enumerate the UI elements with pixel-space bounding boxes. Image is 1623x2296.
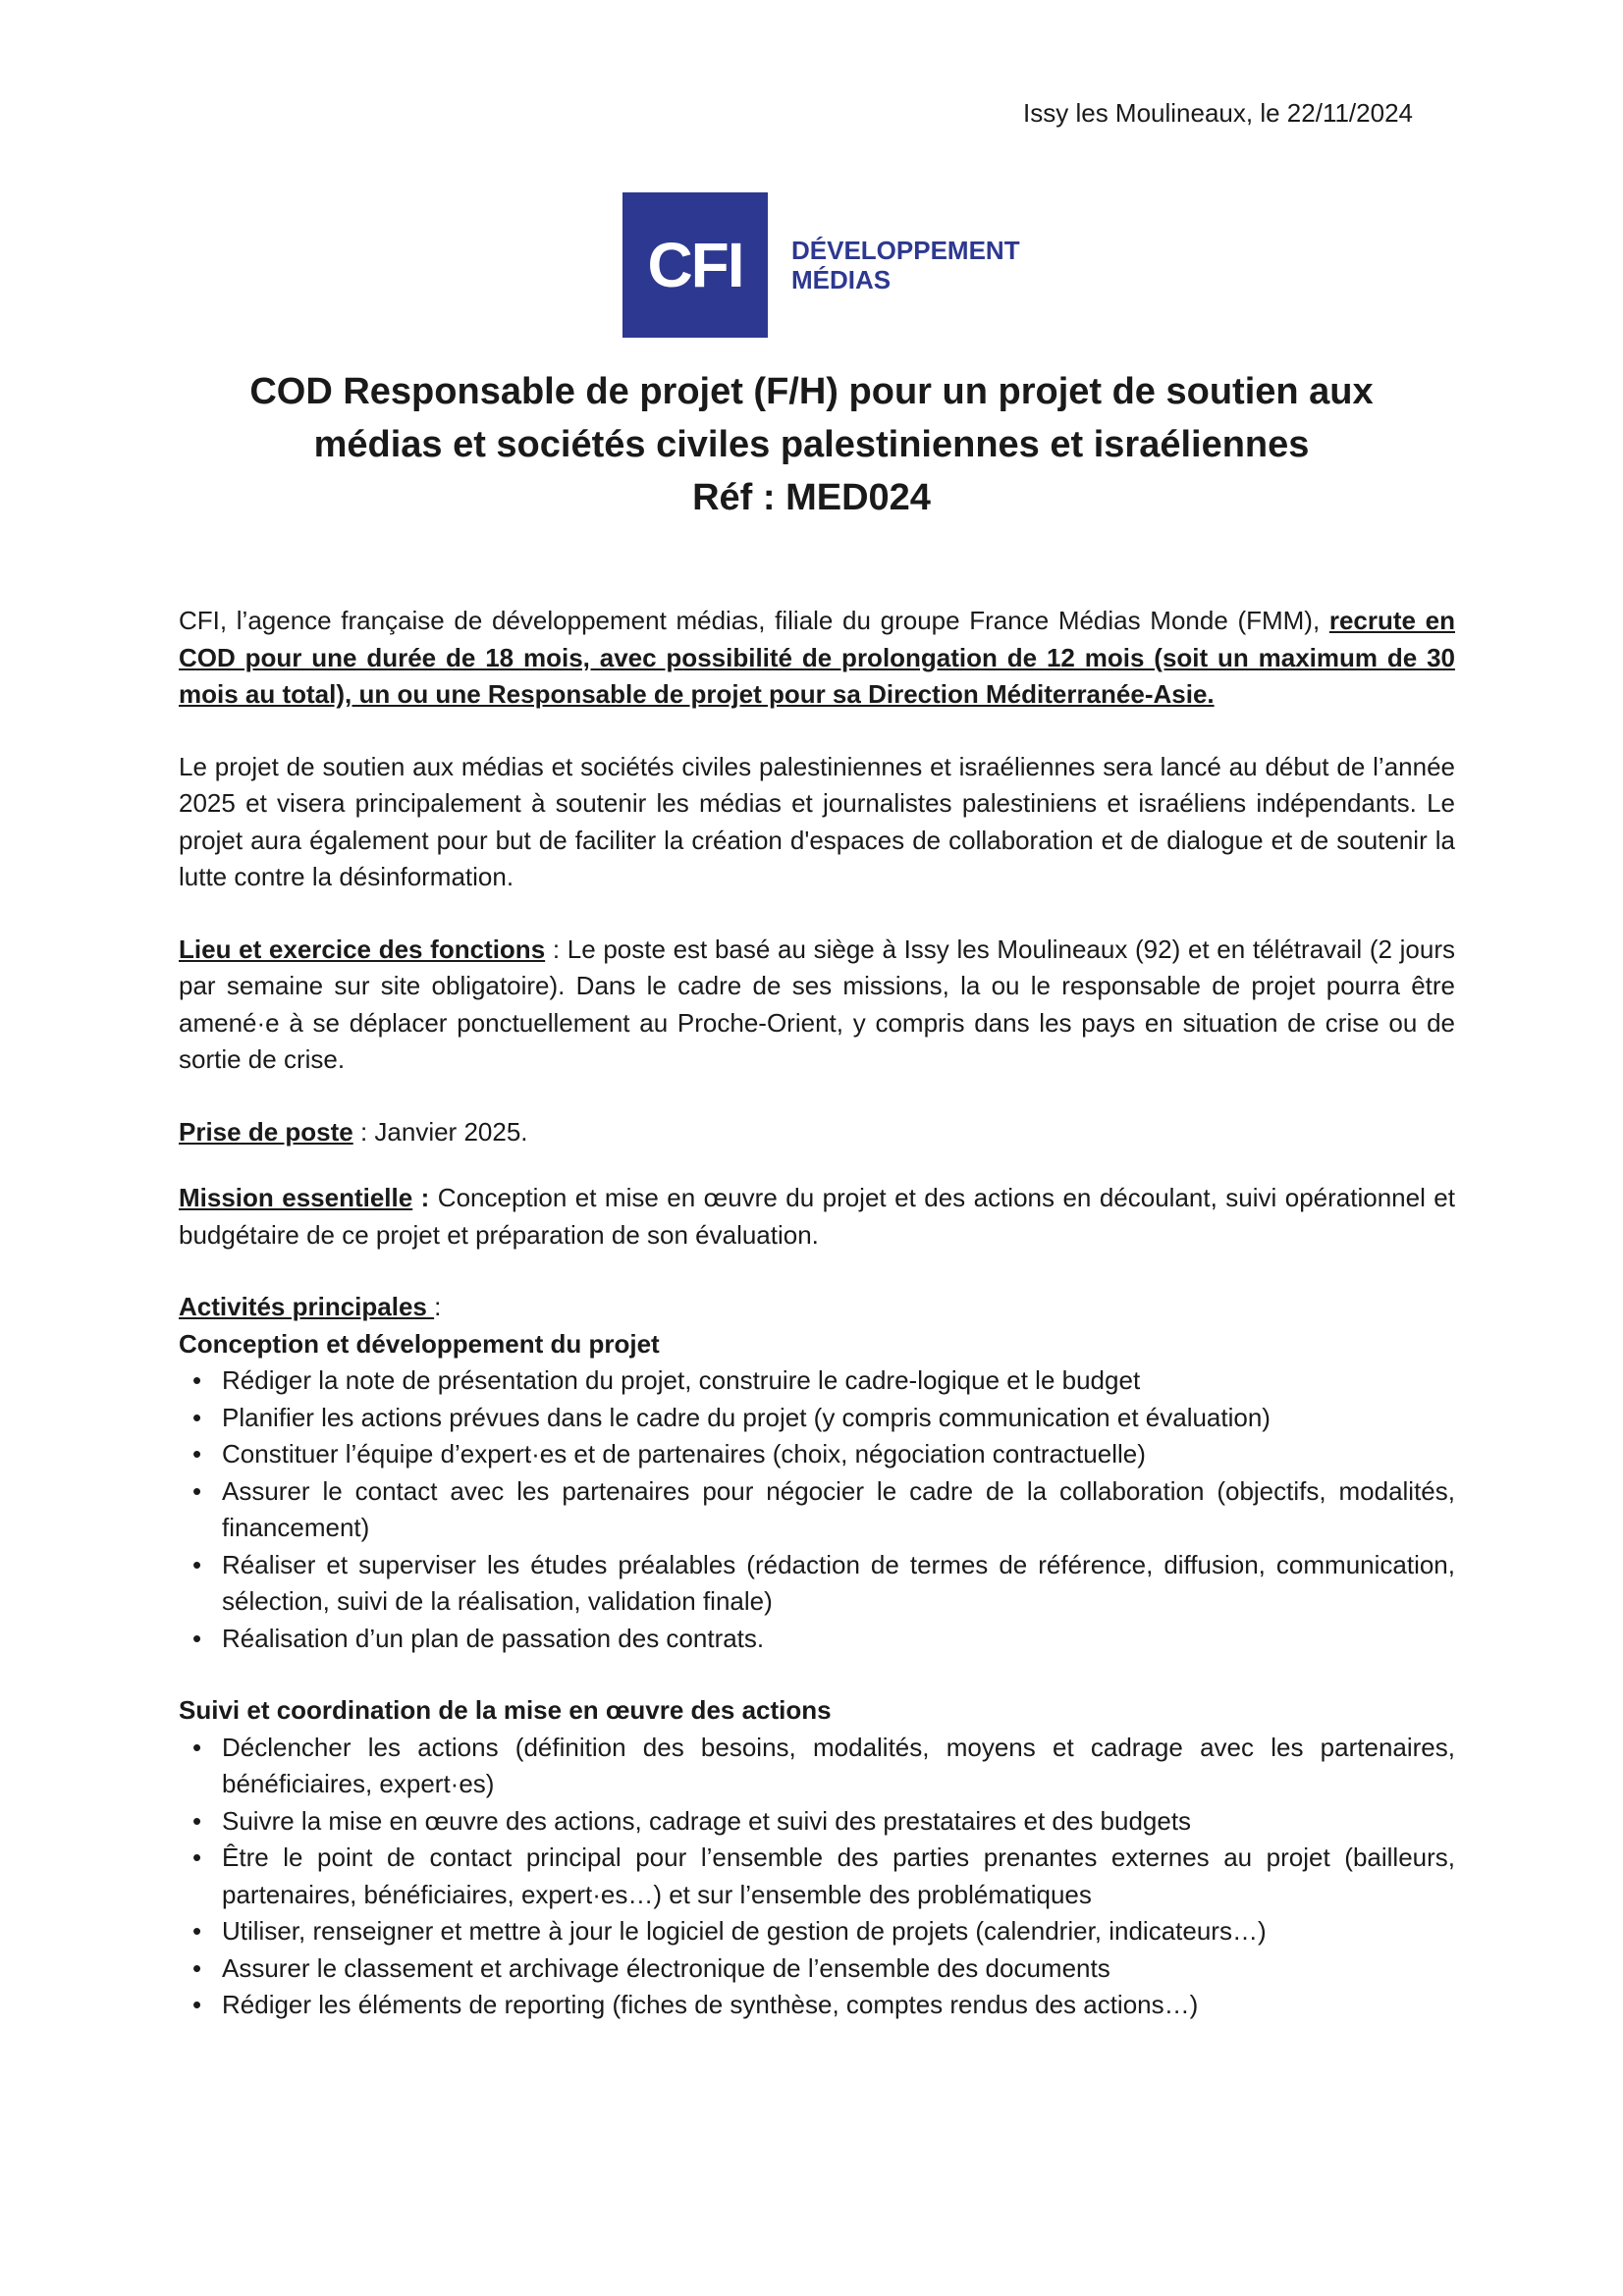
activities-colon: : [434, 1292, 442, 1321]
list-item: • Rédiger les éléments de reporting (fiches de synthèse, comptes rendus des actions…) [179, 1987, 1455, 2024]
section-heading-suivi: Suivi et coordination de la mise en œuvre des actions [179, 1695, 832, 1725]
logo-line-1: DÉVELOPPEMENT [791, 236, 1020, 265]
list-item: • Assurer le contact avec les partenaires pour négocier le cadre de la collaboration (objectifs, modalités, financement) [179, 1473, 1455, 1547]
list-item: • Réaliser et superviser les études préalables (rédaction de termes de référence, diffusion, communication, sélection, suivi de la réalisation, validation finale) [179, 1547, 1455, 1621]
cfi-logo [622, 192, 1020, 338]
place-date: Issy les Moulineaux, le 22/11/2024 [1023, 98, 1413, 128]
project-paragraph: Le projet de soutien aux médias et sociétés civiles palestiniennes et israéliennes sera lancé au début de l’année 2025 et visera principalement à soutenir les médias et journalistes palestiniens et israéliens indépendants. Le projet aura également pour but de faciliter la création d'espaces de collaboration et de dialogue et de soutenir la lutte contre la désinformation. [179, 751, 1455, 891]
location-text: : Le poste est basé au siège à Issy les Moulineaux (92) et en télétravail (2 jours par semaine sur site obligatoire). Dans le cadre de ses missions, la ou le responsable de projet pourra être amené·e à se déplacer ponctuellement au Proche-Orient, y compris dans les pays en situation de crise ou de sortie de crise. [179, 934, 1455, 1074]
title-line-2: médias et sociétés civiles palestiniennes et israéliennes [313, 424, 1310, 465]
conception-list [179, 1362, 1455, 1657]
list-item: • Rédiger la note de présentation du projet, construire le cadre-logique et le budget [179, 1362, 1455, 1400]
title-reference: Réf : MED024 [692, 477, 931, 518]
list-item: • Assurer le classement et archivage électronique de l’ensemble des documents [179, 1950, 1455, 1988]
document-body [179, 603, 1455, 2024]
list-item: • Réalisation d’un plan de passation des contrats. [179, 1621, 1455, 1658]
activities-label: Activités principales [179, 1292, 435, 1321]
cfi-logo-mark [622, 192, 768, 338]
list-item: • Déclencher les actions (définition des besoins, modalités, moyens et cadrage avec les partenaires, bénéficiaires, expert·es) [179, 1730, 1455, 1803]
list-item: • Utiliser, renseigner et mettre à jour le logiciel de gestion de projets (calendrier, indicateurs…) [179, 1913, 1455, 1950]
intro-emphasis: recrute en COD pour une durée de 18 mois, avec possibilité de prolongation de 12 mois (soit un maximum de 30 mois au total), un ou une Responsable de projet pour sa Direction Méditerranée-Asie. [179, 606, 1455, 709]
mission-text: Conception et mise en œuvre du projet et des actions en découlant, suivi opérationnel et budgétaire de ce projet et préparation de son évaluation. [179, 1183, 1455, 1250]
suivi-list [179, 1730, 1455, 2024]
section-heading-conception: Conception et développement du projet [179, 1328, 660, 1359]
intro-paragraph [179, 603, 1455, 714]
list-item: • Être le point de contact principal pour l’ensemble des parties prenantes externes au projet (bailleurs, partenaires, bénéficiaires, expert·es…) et sur l’ensemble des problématiques [179, 1840, 1455, 1913]
cfi-logo-text [791, 236, 1020, 294]
start-paragraph [179, 1114, 1455, 1151]
intro-text: CFI, l’agence française de développement médias, filiale du groupe France Médias Monde (FMM), [179, 606, 1329, 635]
list-item: • Suivre la mise en œuvre des actions, cadrage et suivi des prestataires et des budgets [179, 1803, 1455, 1841]
location-paragraph [179, 932, 1455, 1079]
start-label: Prise de poste [179, 1116, 353, 1147]
start-text: : Janvier 2025. [352, 1116, 528, 1147]
logo-line-2: MÉDIAS [791, 265, 892, 294]
page-title [147, 365, 1476, 524]
title-line-1: COD Responsable de projet (F/H) pour un projet de soutien aux [249, 371, 1374, 412]
mission-label: Mission essentielle [179, 1183, 413, 1212]
mission-colon: : [412, 1183, 430, 1212]
list-item: • Planifier les actions prévues dans le cadre du projet (y compris communication et évaluation) [179, 1400, 1455, 1437]
cfi-logo-mark-text: CFI [647, 230, 743, 300]
mission-paragraph [179, 1180, 1455, 1254]
activities-heading [179, 1289, 1455, 1326]
location-label: Lieu et exercice des fonctions [179, 934, 546, 964]
list-item: • Constituer l’équipe d’expert·es et de partenaires (choix, négociation contractuelle) [179, 1436, 1455, 1473]
